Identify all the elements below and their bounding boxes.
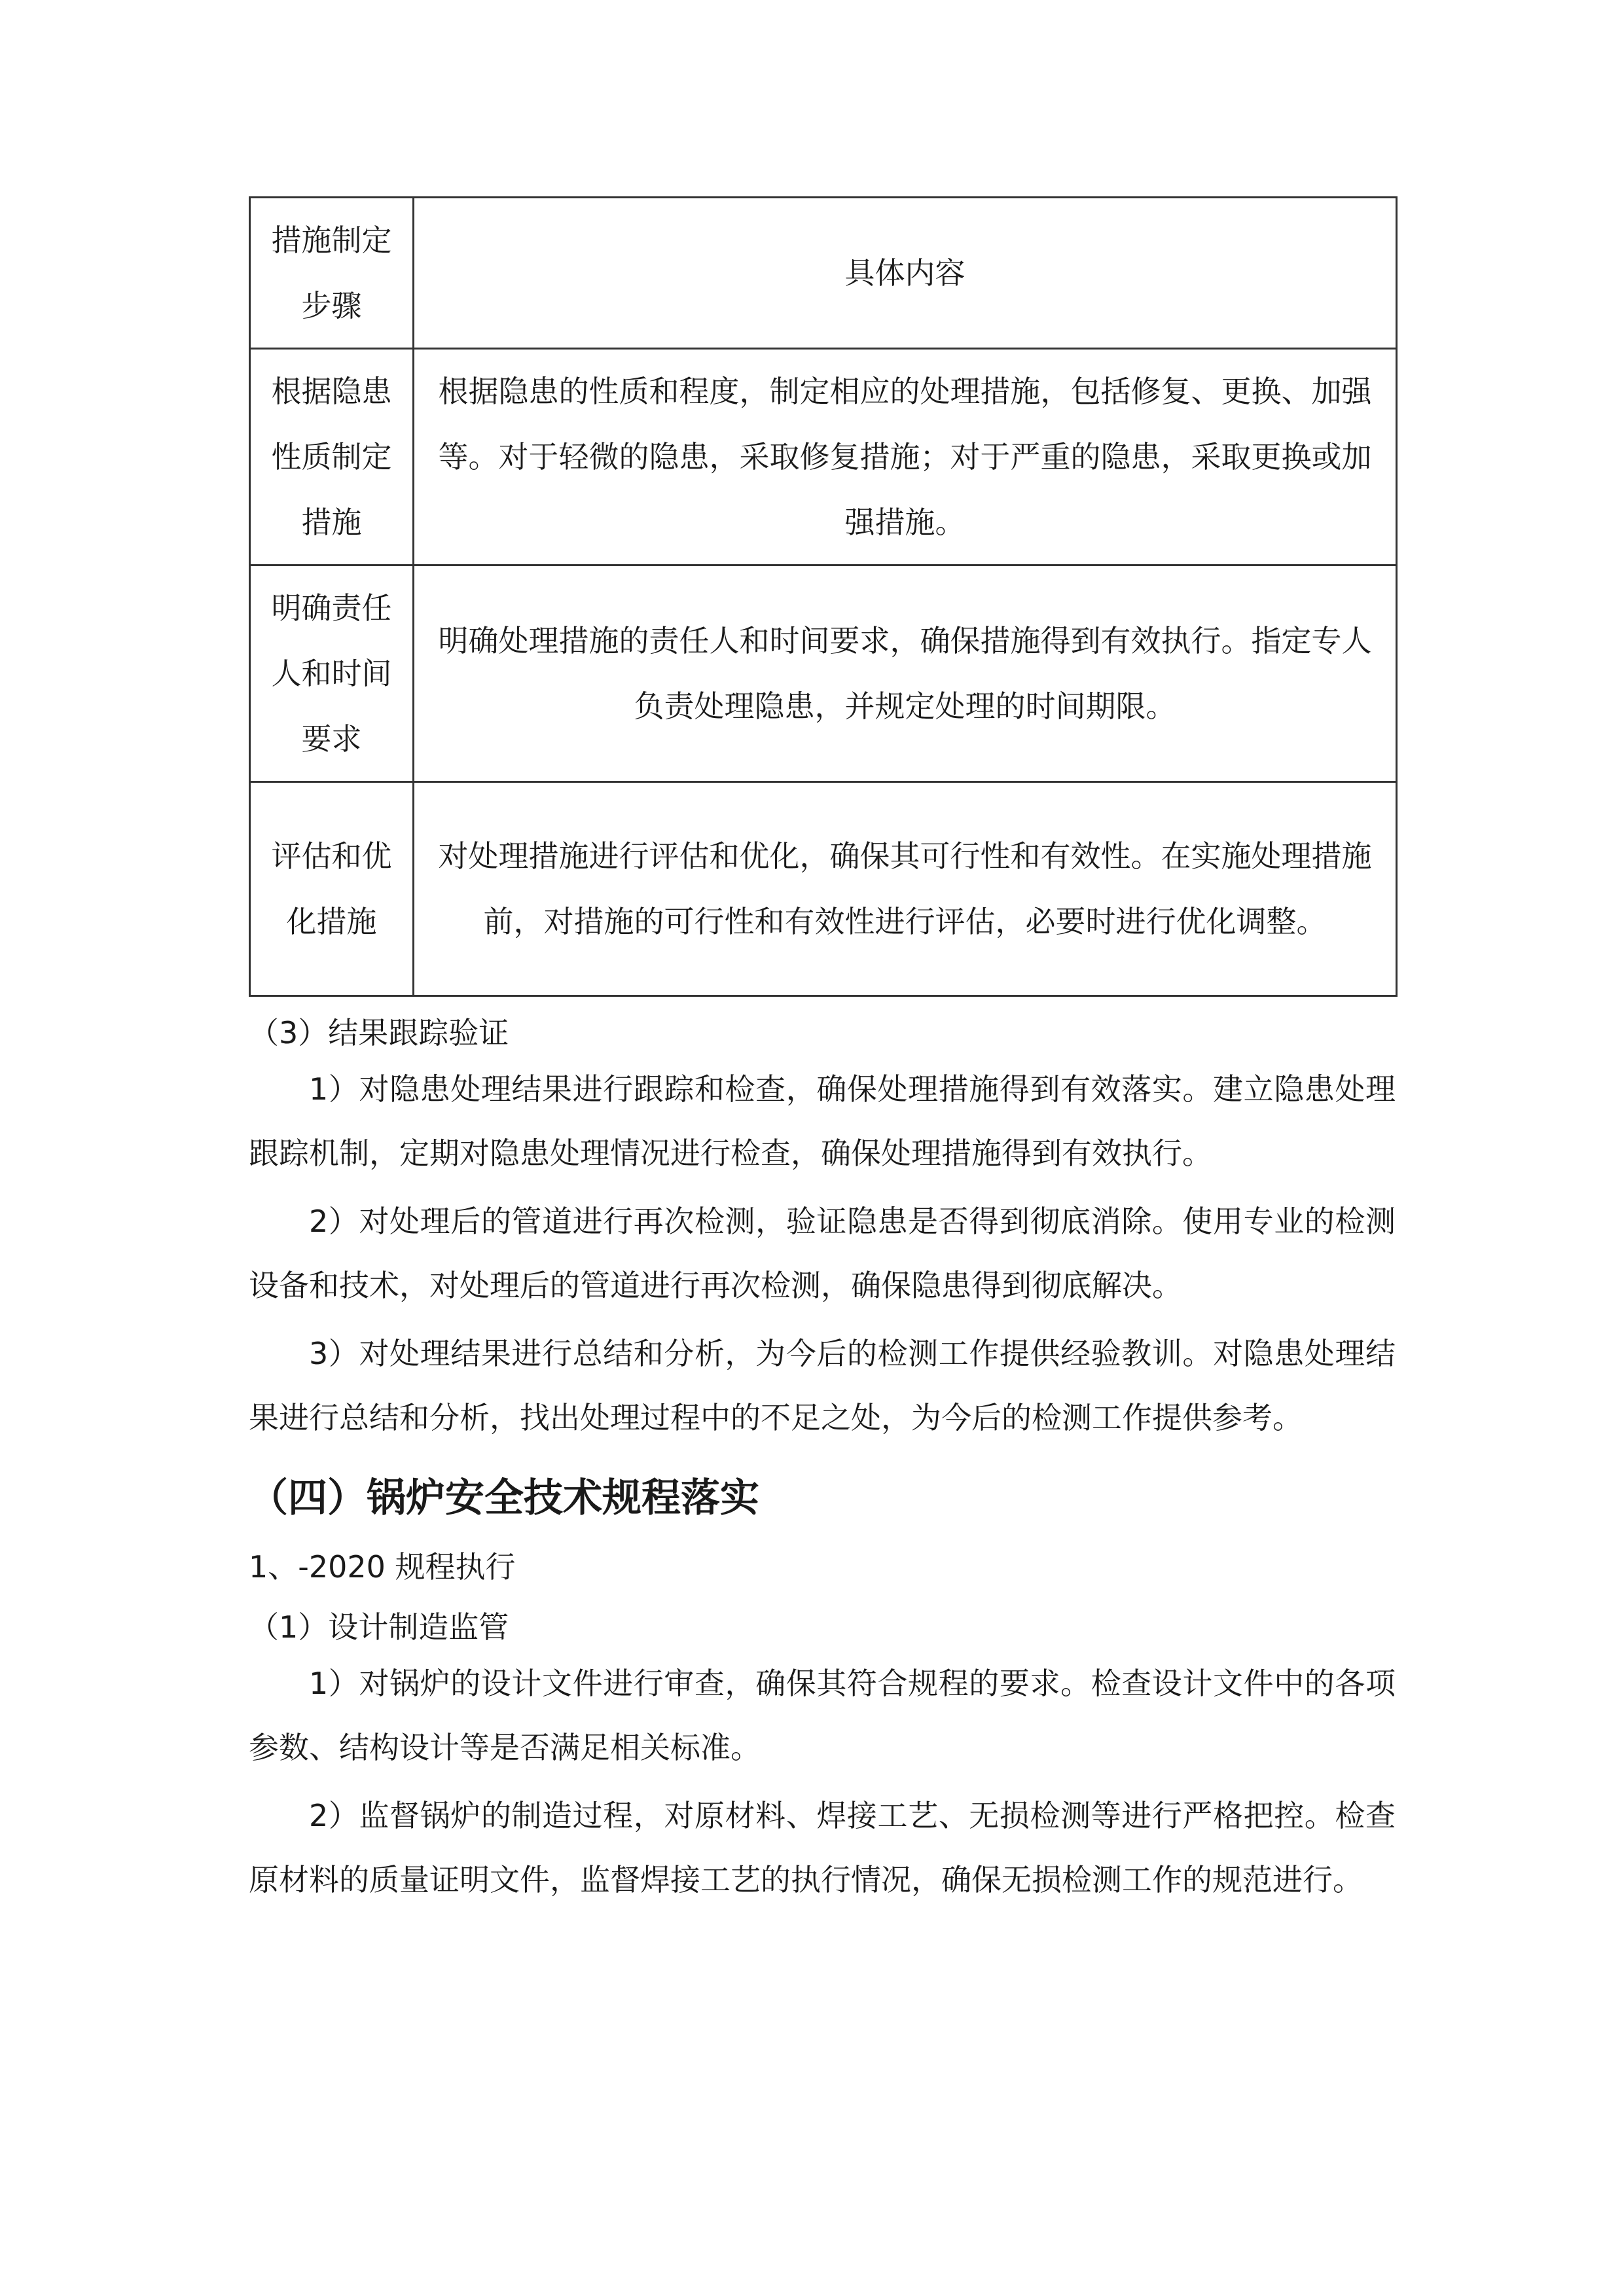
table-cell-content-text: 明确处理措施的责任人和时间要求，确保措施得到有效执行。指定专人负责处理隐患，并规定处理的时间期限。 (438, 623, 1372, 724)
section3-paragraph-1: 1）对隐患处理结果进行跟踪和检查，确保处理措施得到有效落实。建立隐患处理跟踪机制，定期对隐患处理情况进行检查，确保处理措施得到有效执行。 (249, 1071, 1396, 1171)
table-cell-content (414, 349, 1397, 565)
table-cell-step-text: 评估和优化措施 (271, 838, 392, 939)
table-cell-content-text: 对处理措施进行评估和优化，确保其可行性和有效性。在实施处理措施前，对措施的可行性和有效性进行评估，必要时进行优化调整。 (438, 838, 1372, 939)
table-cell-step-text: 根据隐患性质制定措施 (271, 374, 392, 540)
table-cell-content (414, 565, 1397, 782)
section3-paragraph-3: 3）对处理结果进行总结和分析，为今后的检测工作提供经验教训。对隐患处理结果进行总结和分析，找出处理过程中的不足之处，为今后的检测工作提供参考。 (249, 1336, 1396, 1435)
table-cell-content (414, 782, 1397, 996)
table-cell-step (250, 349, 414, 565)
table-cell-step (250, 565, 414, 782)
section4-paragraph-2: 2）监督锅炉的制造过程，对原材料、焊接工艺、无损检测等进行严格把控。检查原材料的质量证明文件，监督焊接工艺的执行情况，确保无损检测工作的规范进行。 (249, 1798, 1396, 1897)
table-header-right (414, 198, 1397, 349)
table-header-left (250, 198, 414, 349)
document-page (249, 196, 1396, 1916)
table-cell-step-text: 明确责任人和时间要求 (271, 590, 392, 757)
measures-table (249, 196, 1398, 997)
section3-title: （3）结果跟踪验证 (249, 1015, 509, 1050)
section4-subheading-1-1: （1）设计制造监管 (249, 1609, 509, 1645)
section3-paragraph-2: 2）对处理后的管道进行再次检测，验证隐患是否得到彻底消除。使用专业的检测设备和技术，对处理后的管道进行再次检测，确保隐患得到彻底解决。 (249, 1204, 1396, 1303)
section4-title: （四）锅炉安全技术规程落实 (249, 1475, 759, 1521)
table-row (250, 782, 1397, 996)
section4-paragraph-1: 1）对锅炉的设计文件进行审查，确保其符合规程的要求。检查设计文件中的各项参数、结构设计等是否满足相关标准。 (249, 1666, 1396, 1765)
table-row (250, 349, 1397, 565)
table-header-row (250, 198, 1397, 349)
section4-subheading-1: 1、-2020 规程执行 (249, 1549, 516, 1585)
table-row (250, 565, 1397, 782)
table-header-left-text: 措施制定步骤 (271, 223, 392, 323)
table-header-right-text: 具体内容 (844, 255, 965, 291)
table-cell-content-text: 根据隐患的性质和程度，制定相应的处理措施，包括修复、更换、加强等。对于轻微的隐患，采取修复措施；对于严重的隐患，采取更换或加强措施。 (438, 374, 1372, 540)
table-cell-step (250, 782, 414, 996)
